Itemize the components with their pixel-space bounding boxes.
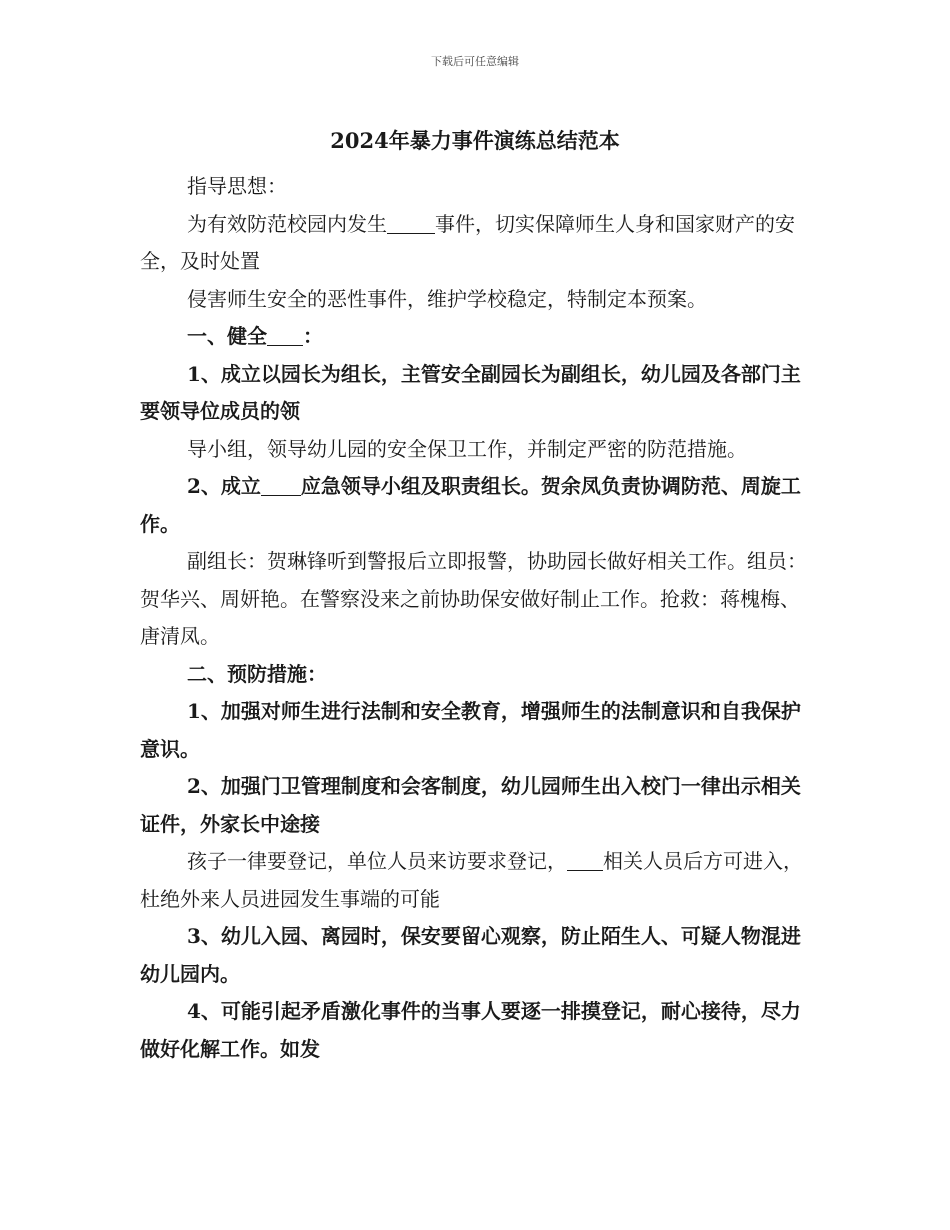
paragraph xyxy=(140,843,812,918)
text-run: 2、成立 xyxy=(187,474,261,498)
blank-line xyxy=(261,475,301,496)
blank-line xyxy=(567,850,603,871)
paragraph: 1、成立以园长为组长，主管安全副园长为副组长，幼儿园及各部门主要领导位成员的领 xyxy=(140,361,801,423)
document-title: 2024年暴力事件演练总结范本 xyxy=(330,128,620,153)
paragraph: 副组长：贺琳锋听到警报后立即报警，协助园长做好相关工作。组员：贺华兴、周妍艳。在警察没来之前协助保安做好制止工作。抢救：蒋槐梅、唐清凤。 xyxy=(140,549,807,648)
heading: 二、预防措施： xyxy=(187,661,327,686)
text-run: 相关人员后方可进入，杜绝外来人员进园发生事端的可能 xyxy=(140,849,803,911)
paragraph xyxy=(140,468,812,543)
text-run: ： xyxy=(303,324,323,348)
text-run: 事件，切实保障师生人身和国家财产的安全，及时处置 xyxy=(140,211,795,273)
paragraph: 导小组，领导幼儿园的安全保卫工作，并制定严密的防范措施。 xyxy=(187,436,747,461)
paragraph: 指导思想： xyxy=(187,174,287,198)
paragraph: 1、加强对师生进行法制和安全教育，增强师生的法制意识和自我保护意识。 xyxy=(140,699,801,761)
text-run: 为有效防范校园内发生 xyxy=(187,211,387,236)
paragraph: 3、幼儿入园、离园时，保安要留心观察，防止陌生人、可疑人物混进幼儿园内。 xyxy=(140,924,801,986)
text-run: 孩子一律要登记，单位人员来访要求登记， xyxy=(187,849,567,873)
document-body xyxy=(140,168,812,1068)
blank-line xyxy=(267,325,303,346)
heading xyxy=(140,318,812,356)
paragraph: 2、加强门卫管理制度和会客制度，幼儿园师生出入校门一律出示相关证件，外家长中途接 xyxy=(140,774,801,836)
paragraph xyxy=(140,206,812,281)
blank-line xyxy=(387,213,435,234)
text-run: 应急领导小组及职责组长。贺余凤负责协调防范、周旋工作。 xyxy=(140,474,801,536)
header-note: 下载后可任意编辑 xyxy=(431,55,519,68)
paragraph: 4、可能引起矛盾激化事件的当事人要逐一排摸登记，耐心接待，尽力做好化解工作。如发 xyxy=(140,999,801,1061)
paragraph: 侵害师生安全的恶性事件，维护学校稳定，特制定本预案。 xyxy=(187,286,707,311)
text-run: 一、健全 xyxy=(187,324,267,348)
